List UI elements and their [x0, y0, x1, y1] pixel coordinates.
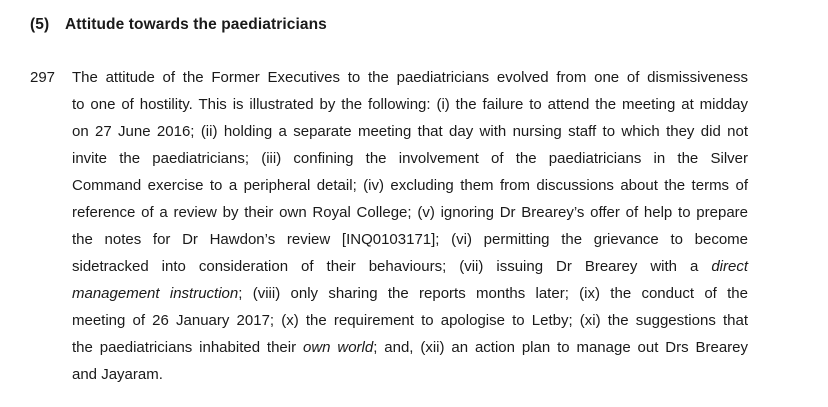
paragraph-line	[72, 334, 748, 361]
italic-text: own world	[302, 339, 374, 356]
paragraph-number: 297	[30, 69, 56, 86]
paragraph-line	[72, 64, 748, 91]
paragraph-line	[72, 91, 748, 118]
text-run: invite the paediatricians; (iii) confining the involvement of the paediatricians in the Silver	[72, 150, 748, 167]
text-run: The attitude of the Former Executives to the paediatricians evolved from one of dismissiveness	[72, 69, 748, 86]
text-run: Command exercise to a peripheral detail; (iv) excluding them from discussions about the terms of	[72, 177, 748, 194]
paragraph-body	[72, 64, 748, 388]
paragraph-line	[72, 280, 748, 307]
text-run: reference of a review by their own Royal College; (v) ignoring Dr Brearey’s offer of help to prepare	[72, 204, 748, 221]
text-run: meeting of 26 January 2017; (x) the requirement to apologise to Letby; (xi) the suggestions that	[72, 312, 748, 329]
paragraph-line	[72, 145, 748, 172]
italic-text: management instruction	[72, 285, 239, 302]
paragraph-line	[72, 172, 748, 199]
paragraph-line	[72, 307, 748, 334]
text-run: to one of hostility. This is illustrated by the following: (i) the failure to attend the meeting at midday	[72, 96, 748, 113]
paragraph-line	[72, 226, 748, 253]
text-run: sidetracked into consideration of their behaviours; (vii) issuing Dr Brearey with a	[72, 258, 712, 275]
section-number: (5)	[30, 16, 50, 33]
paragraph-line	[72, 253, 748, 280]
paragraph-line	[72, 118, 748, 145]
section-title: Attitude towards the paediatricians	[65, 16, 327, 33]
text-run: the paediatricians inhabited their	[72, 339, 303, 356]
italic-text: direct	[711, 258, 748, 275]
text-run: ; and, (xii) an action plan to manage out Drs Brearey	[373, 339, 748, 356]
text-run: ; (viii) only sharing the reports months later; (ix) the conduct of the	[238, 285, 748, 302]
text-run: the notes for Dr Hawdon’s review [INQ0103171]; (vi) permitting the grievance to become	[72, 231, 748, 248]
text-run: and Jayaram.	[72, 366, 163, 383]
text-run: on 27 June 2016; (ii) holding a separate meeting that day with nursing staff to which they did not	[72, 123, 748, 140]
section-heading	[30, 16, 327, 34]
paragraph-line	[72, 199, 748, 226]
paragraph-line	[72, 361, 748, 388]
